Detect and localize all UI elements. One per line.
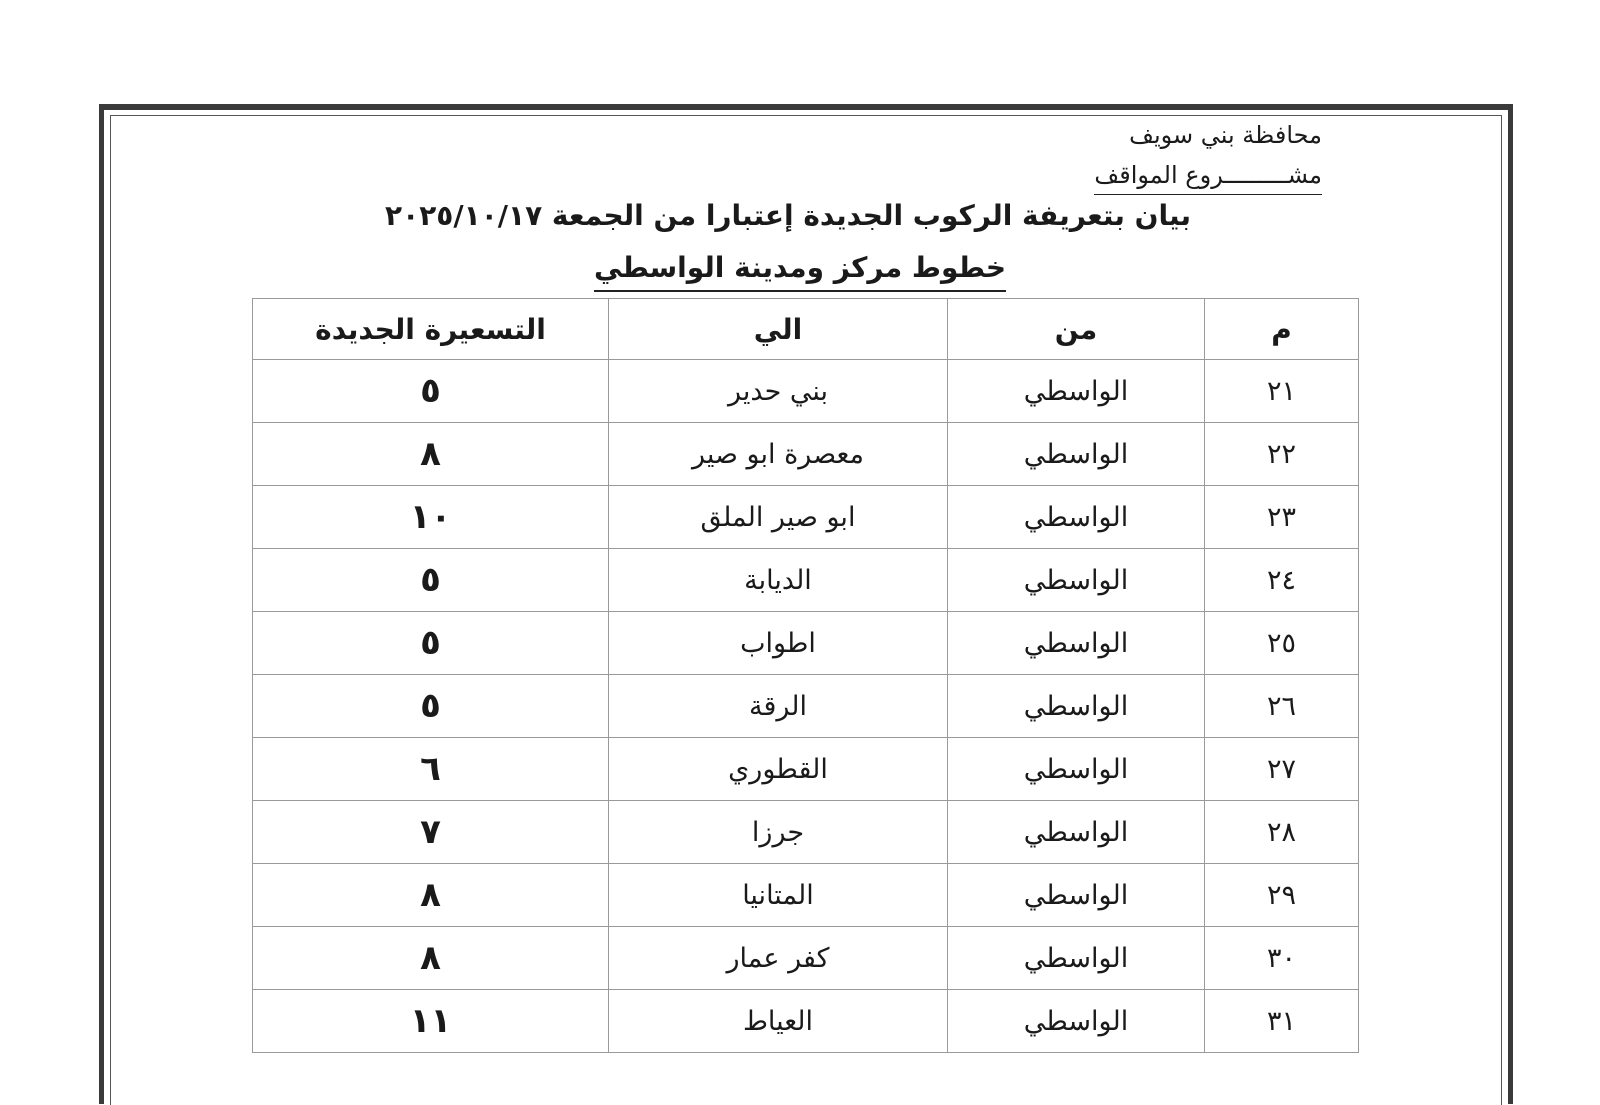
- route-from: الواسطي: [948, 486, 1205, 549]
- table-row: [253, 675, 1359, 738]
- route-to: معصرة ابو صير: [609, 423, 948, 486]
- route-fare: ٦: [253, 738, 609, 801]
- route-to: العياط: [609, 990, 948, 1053]
- route-to: الرقة: [609, 675, 948, 738]
- row-number: ٢٤: [1205, 549, 1359, 612]
- route-to: بني حدير: [609, 360, 948, 423]
- table-row: [253, 360, 1359, 423]
- table-row: [253, 927, 1359, 990]
- route-from: الواسطي: [948, 864, 1205, 927]
- project-name: مشـــــــــروع المواقف: [1094, 158, 1322, 195]
- row-number: ٣١: [1205, 990, 1359, 1053]
- route-fare: ١٠: [253, 486, 609, 549]
- table-row: [253, 549, 1359, 612]
- route-fare: ٧: [253, 801, 609, 864]
- route-fare: ٨: [253, 864, 609, 927]
- route-from: الواسطي: [948, 549, 1205, 612]
- row-number: ٢١: [1205, 360, 1359, 423]
- route-fare: ٨: [253, 927, 609, 990]
- row-number: ٢٦: [1205, 675, 1359, 738]
- route-to: كفر عمار: [609, 927, 948, 990]
- table-row: [253, 738, 1359, 801]
- route-fare: ٨: [253, 423, 609, 486]
- column-header-fare: التسعيرة الجديدة: [253, 299, 609, 360]
- table-row: [253, 864, 1359, 927]
- column-header-to: الي: [609, 299, 948, 360]
- route-from: الواسطي: [948, 927, 1205, 990]
- route-to: اطواب: [609, 612, 948, 675]
- route-from: الواسطي: [948, 990, 1205, 1053]
- route-to: القطوري: [609, 738, 948, 801]
- row-number: ٢٥: [1205, 612, 1359, 675]
- route-fare: ٥: [253, 360, 609, 423]
- route-to: المتانيا: [609, 864, 948, 927]
- table-row: [253, 423, 1359, 486]
- table-row: [253, 801, 1359, 864]
- route-fare: ٥: [253, 675, 609, 738]
- row-number: ٢٧: [1205, 738, 1359, 801]
- route-to: الديابة: [609, 549, 948, 612]
- route-to: ابو صير الملق: [609, 486, 948, 549]
- table-row: [253, 990, 1359, 1053]
- column-header-number: م: [1205, 299, 1359, 360]
- document-subtitle-text: خطوط مركز ومدينة الواسطي: [594, 248, 1006, 292]
- fares-table: [252, 298, 1359, 1053]
- table-row: [253, 486, 1359, 549]
- governorate-name: محافظة بني سويف: [1129, 121, 1322, 149]
- route-fare: ٥: [253, 612, 609, 675]
- column-header-from: من: [948, 299, 1205, 360]
- route-from: الواسطي: [948, 360, 1205, 423]
- route-fare: ٥: [253, 549, 609, 612]
- route-from: الواسطي: [948, 801, 1205, 864]
- table-row: [253, 612, 1359, 675]
- row-number: ٢٢: [1205, 423, 1359, 486]
- document-subtitle: [0, 248, 1600, 292]
- route-from: الواسطي: [948, 612, 1205, 675]
- route-fare: ١١: [253, 990, 609, 1053]
- row-number: ٢٨: [1205, 801, 1359, 864]
- route-from: الواسطي: [948, 675, 1205, 738]
- table-header-row: [253, 299, 1359, 360]
- route-from: الواسطي: [948, 738, 1205, 801]
- row-number: ٢٩: [1205, 864, 1359, 927]
- document-title-text: بيان بتعريفة الركوب الجديدة إعتبارا من الجمعة ٢٠٢٥/١٠/١٧: [385, 199, 1191, 232]
- document-title: [0, 196, 1600, 236]
- route-to: جرزا: [609, 801, 948, 864]
- row-number: ٣٠: [1205, 927, 1359, 990]
- row-number: ٢٣: [1205, 486, 1359, 549]
- document-header: [1094, 118, 1322, 195]
- route-from: الواسطي: [948, 423, 1205, 486]
